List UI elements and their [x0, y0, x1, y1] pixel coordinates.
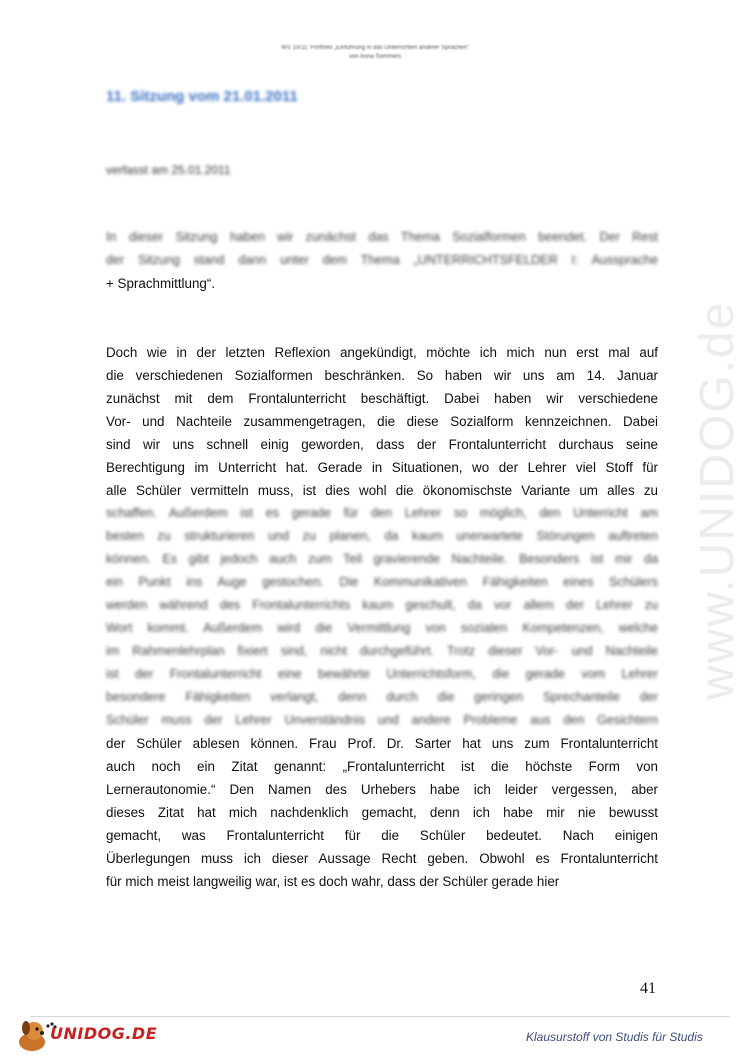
text-line: im Rahmenlehrplan fixiert sind, nicht durchgeführt. Trotz dieser Vor- und Nachteile [106, 644, 658, 658]
header-line-1: WS 10/11: Portfolio „Einführung in das Unterrichten anderer Sprachen“ [281, 45, 469, 51]
text-line: schaffen. Außerdem ist es gerade für den Lehrer so möglich, den Unterricht am [106, 506, 658, 520]
text-line: Wort kommt. Außerdem wird die Vermittlung von sozialen Kompetenzen, welche [106, 621, 658, 635]
footer-tagline: Klausurstoff von Studis für Studis [526, 1030, 703, 1044]
logo-text: UNIDOG.DE [50, 1024, 158, 1043]
dog-eye [35, 1027, 38, 1030]
text-line: alle Schüler vermitteln muss, ist dies wohl die ökonomischste Variante um alles zu [106, 483, 658, 498]
watermark: www.UNIDOG.de [691, 300, 744, 700]
text-line: zunächst mit dem Frontalunterricht beschäftigt. Dabei haben wir verschiedene [106, 391, 658, 406]
text-line: Lernerautonomie.“ Den Namen des Urhebers habe ich leider vergessen, aber [106, 782, 658, 797]
page-header [0, 44, 750, 62]
body-paragraph [106, 341, 658, 893]
text-line: Schüler muss der Lehrer Unverständnis und andere Probleme aus den Gesichtern [106, 713, 658, 727]
text-line: der Sitzung stand dann unter dem Thema „UNTERRICHTSFELDER I: Aussprache [106, 253, 658, 267]
text-line: besondere Fähigkeiten verlangt, denn durch die geringen Sprechanteile der [106, 690, 658, 704]
text-line: + Sprachmittlung“. [106, 276, 216, 291]
footer-divider [30, 1016, 730, 1017]
dog-nose [40, 1031, 44, 1035]
text-line: für mich meist langweilig war, ist es doch wahr, dass der Schüler gerade hier [106, 874, 560, 889]
text-line: sind wir uns schnell einig geworden, dass der Frontalunterricht durchaus seine [106, 437, 658, 452]
text-line: ein Punkt ins Auge gestochen. Die Kommunikativen Fähigkeiten eines Schülers [106, 575, 658, 589]
text-line: auch noch ein Zitat genannt: „Frontalunterricht ist die höchste Form von [106, 759, 658, 774]
text-line: die verschiedenen Sozialformen beschränken. So haben wir uns am 14. Januar [106, 368, 658, 383]
text-line: der Schüler ablesen können. Frau Prof. Dr. Sarter hat uns zum Frontalunterricht [106, 736, 658, 751]
text-line: werden während des Frontalunterrichts kaum geschult, da vor allem der Lehrer zu [106, 598, 658, 612]
text-line: können. Es gibt jedoch auch zum Teil gravierende Nachteile. Besonders ist mir da [106, 552, 658, 566]
text-line: Überlegungen muss ich dieser Aussage Recht geben. Obwohl es Frontalunterricht [106, 851, 658, 866]
text-line: gemacht, was Frontalunterricht für die Schüler bedeutet. Nach einigen [106, 828, 658, 843]
page-number: 41 [640, 980, 656, 997]
text-line: ist der Frontalunterricht eine bewährte Unterrichtsform, die gerade vom Lehrer [106, 667, 658, 681]
text-line: Doch wie in der letzten Reflexion angekündigt, möchte ich mich nun erst mal auf [106, 345, 658, 360]
text-line: Berechtigung im Unterricht hat. Gerade in Situationen, wo der Lehrer viel Stoff für [106, 460, 658, 475]
header-line-2: von Anna Sommers [348, 54, 402, 60]
text-line: In dieser Sitzung haben wir zunächst das Thema Sozialformen beendet. Der Rest [106, 230, 658, 244]
text-line: besten zu strukturieren und zu planen, da kaum unerwartete Störungen auftreten [106, 529, 658, 543]
text-line: dieses Zitat hat mich nachdenklich gemacht, denn ich habe mir nie bewusst [106, 805, 658, 820]
session-title: 11. Sitzung vom 21.01.2011 [106, 88, 298, 105]
intro-paragraph [106, 226, 658, 295]
written-date: verfasst am 25.01.2011 [106, 163, 231, 177]
dog-ear [22, 1021, 30, 1035]
text-line: Vor- und Nachteile zusammengetragen, die diese Sozialform kennzeichnen. Dabei [106, 414, 658, 429]
